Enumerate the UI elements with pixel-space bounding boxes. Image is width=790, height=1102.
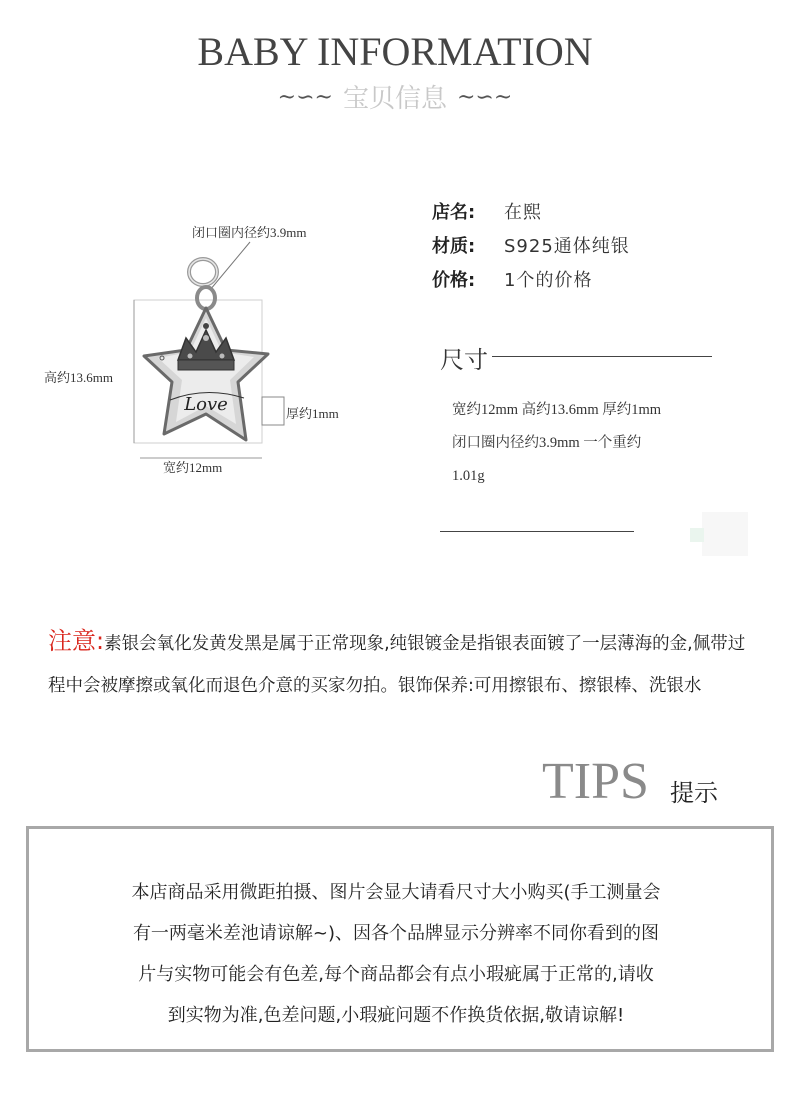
- size-heading: 尺寸: [440, 346, 488, 374]
- page-title: BABY INFORMATION: [197, 29, 593, 74]
- ornament-left-icon: ~∽~: [277, 85, 333, 110]
- decorative-square-accent: [690, 528, 704, 542]
- product-info: [432, 198, 630, 300]
- size-line-3: 1.01g: [452, 468, 485, 484]
- price-key: 价格:: [432, 270, 476, 291]
- inner-diameter-label: 闭口圈内径约3.9mm: [192, 225, 307, 240]
- info-material-row: [432, 232, 630, 266]
- price-value: 1个的价格: [504, 270, 593, 291]
- info-price-row: [432, 266, 630, 300]
- tips-line-2: 有一两毫米差池请谅解~)、因各个品牌显示分辨率不同你看到的图: [132, 923, 660, 944]
- tips-title-cn: 提示: [670, 779, 718, 807]
- size-bottom-divider: [440, 531, 634, 532]
- material-key: 材质:: [432, 236, 476, 257]
- subtitle-text: 宝贝信息: [342, 84, 447, 114]
- pendant-drawing: [40, 210, 370, 490]
- tips-line-1: 本店商品采用微距拍摄、图片会显大请看尺寸大小购买(手工测量会: [131, 882, 661, 903]
- width-label: 宽约12mm: [163, 460, 223, 475]
- size-divider: [492, 356, 712, 357]
- page-subtitle: [0, 78, 790, 115]
- note-heading: 注意:: [48, 627, 105, 655]
- crown-icon: [178, 330, 234, 360]
- height-label: 高约13.6mm: [44, 370, 113, 385]
- thickness-guide-box: [262, 397, 284, 425]
- tips-text: [56, 872, 736, 1036]
- size-line-2: 闭口圈内径约3.9mm 一个重约: [452, 435, 642, 451]
- size-line-1: 宽约12mm 高约13.6mm 厚约1mm: [452, 402, 662, 418]
- note-body: 素银会氧化发黄发黑是属于正常现象,纯银镀金是指银表面镀了一层薄海的金,佩带过程中会被摩擦或氧化而退色介意的买家勿拍。银饰保养:可用擦银布、擦银棒、洗银水: [48, 634, 746, 696]
- thickness-label: 厚约1mm: [286, 406, 339, 421]
- size-description: [452, 394, 732, 493]
- ornament-right-icon: ~∽~: [457, 85, 513, 110]
- store-key: 店名:: [432, 202, 476, 223]
- care-note: [48, 620, 760, 707]
- product-illustration: [40, 210, 370, 490]
- decorative-square: [702, 512, 748, 556]
- love-engraving: Love: [184, 394, 228, 415]
- info-store-row: [432, 198, 630, 232]
- tips-title-en: TIPS: [542, 753, 649, 810]
- tips-line-4: 到实物为准,色差问题,小瑕疵问题不作换货依据,敬请谅解!: [167, 1005, 625, 1026]
- store-value: 在熙: [504, 202, 542, 223]
- tips-line-3: 片与实物可能会有色差,每个商品都会有点小瑕疵属于正常的,请收: [138, 964, 654, 985]
- material-value: S925通体纯银: [504, 236, 630, 257]
